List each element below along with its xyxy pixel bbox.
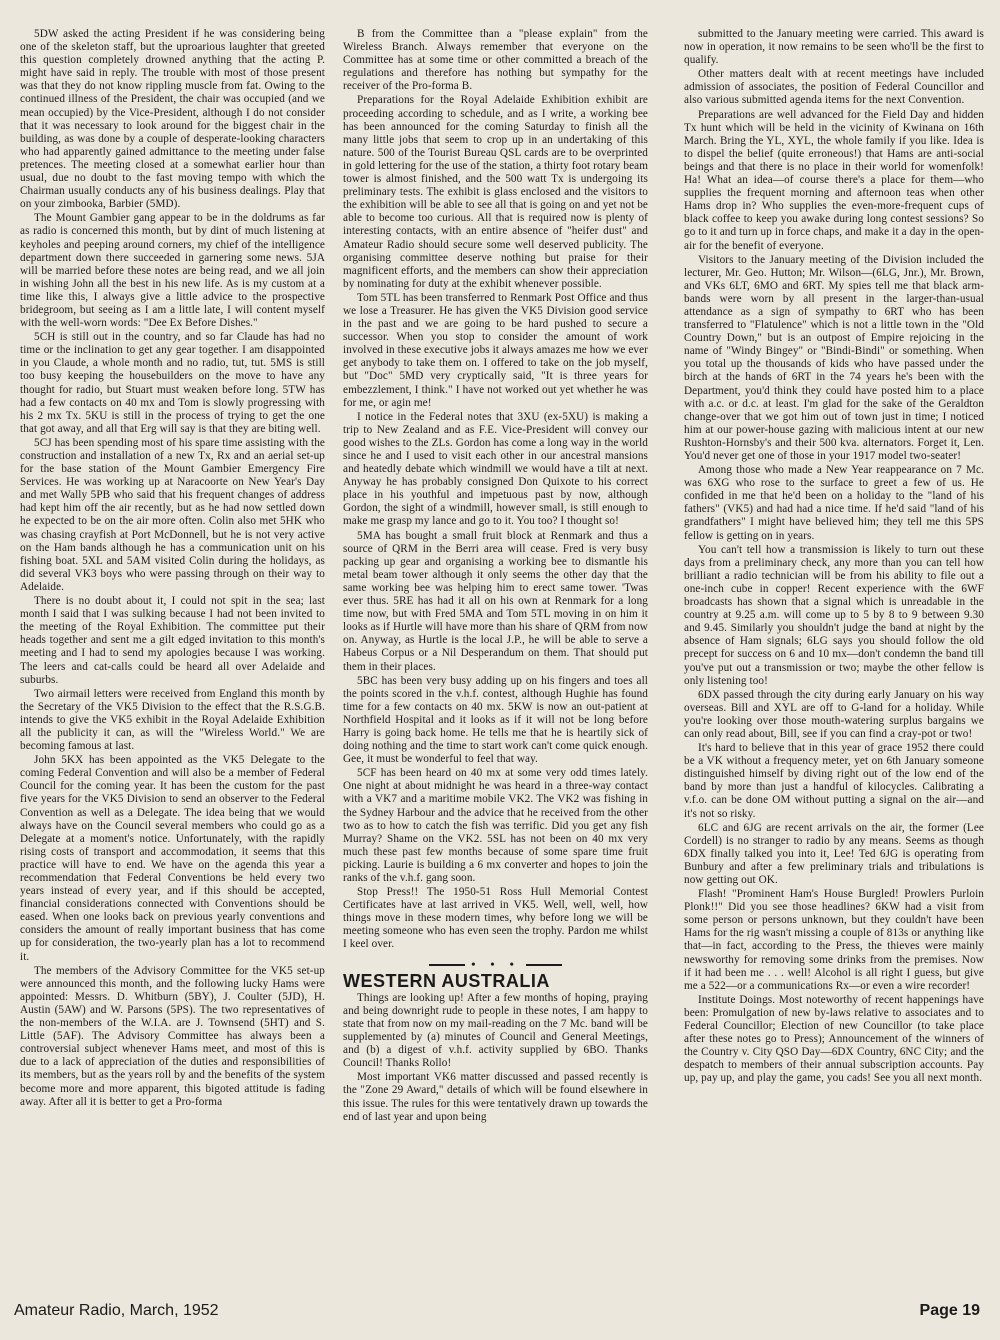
paragraph: Preparations are well advanced for the Field Day and hidden Tx hunt which will be held in the vicinity of Kwinana on 16th March. Bring the YL, XYL, the whole family if you like. Idea is to dispel the belief (quite erroneous!) that Hams are anti-social beings and that there is no place in their world for womenfolk! Ha! What an idea—of course there's a place for them—who supplies the frequent morning and afternoon teas when other Hams drop in? Who supplies the even-more-frequent cups of black coffee to keep you awake during long contest sessions? So go to it and turn up in force chaps, and make it a day in the open-air for the benefit of everyone. [684,108,984,252]
paragraph: 5CH is still out in the country, and so far Claude has had no time or the inclination to get any gear together. I am disappointed in you Claude, a whole month and no radio, tut, tut. 5MS is still too busy keeping the housebuilders on the move to have any thought for radio, but Stuart must weaken before long. 5TW has had a few contacts on 40 mx and Tom is slowly progressing with his 2 mx Tx. 5KU is still in the process of trying to get the one that got away, and all that Erg will say is that they are biting well. [20,331,325,435]
publication-info: Amateur Radio, March, 1952 [14,1302,219,1319]
paragraph: submitted to the January meeting were carried. This award is now in operation, it now remains to be seen who'll be the first to qualify. [684,28,984,67]
paragraph: 6LC and 6JG are recent arrivals on the air, the former (Lee Cordell) is no stranger to radio by any means. Seems as though 6DX finally talked you into it, Lee! Ted 6JG is operating from Bunbury and after a few preliminary trials and tribulations is now getting out OK. [684,821,984,886]
divider-rule [429,964,465,966]
paragraph: Stop Press!! The 1950-51 Ross Hull Memorial Contest Certificates have at last arrived in VK5. Well, well, well, how things move in these modern times, why before long we will be meeting someone who has even seen the trophy. Pardon me whilst I keel over. [343,886,648,951]
paragraph: There is no doubt about it, I could not spit in the sea; last month I said that I was sulking because I had not been invited to the meeting of the Royal Exhibition. The committee put their heads together and sent me a gilt edged invitation to this month's meeting and I had to send my apologies because I was working. The leers and cat-calls could be heard all over Adelaide and suburbs. [20,595,325,686]
paragraph: 6DX passed through the city during early January on his way overseas. Bill and XYL are off to G-land for a holiday. While you're looking over those mouth-watering surplus bargains we can only read about, Bill, see if you can find a cray-pot or two! [684,688,984,740]
paragraph: 5BC has been very busy adding up on his fingers and toes all the points scored in the v.h.f. contest, although Hughie has found time for a few contacts on 40 mx. 5KW is now an out-patient at Northfield Hospital and it looks as if it will not be long before Harry is going back home. He tells me that he is heartily sick of doing nothing and the time to start work can't come quick enough. Gee, it must be wonderful to feel that way. [343,674,648,766]
paragraph: Institute Doings. Most noteworthy of recent happenings have been: Promulgation of new by-laws relative to associates and to Federal Councillor; Election of new Councillor (to take place after these notes go to Press); Announcement of the winners of the Country v. City QSO Day—6DX Country, 6NC City; and the despatch to members of their annual subscription accounts. Pay up, pay up, and play the game, you cads! See you all next month. [684,993,984,1085]
paragraph: It's hard to believe that in this year of grace 1952 there could be a VK without a frequency meter, yet on 6th January someone distinguished himself by diving right out of the low end of the band by more than just a handful of kilocycles. Calibrating a v.f.o. can be done OM without putting a signal on the air—and it's not so risky. [684,742,984,820]
divider-rule [526,964,562,966]
paragraph: Among those who made a New Year reappearance on 7 Mc. was 6XG who rose to the surface to greet a few of us. He confided in me that he'd been on a holiday to the "land of his fathers" (VK5) and had had a nice time. If he'd said "land of his grandfathers" I might have believed him; they tell me this 5PS fellow is getting on in years. [684,464,984,542]
paragraph: You can't tell how a transmission is likely to turn out these days from a preliminary check, any more than you can tell how brilliant a radio technician will be from his ability to file out a one-inch cube in copper! Recent experience with the 6WF broadcasts has shown that a signal which is unreadable in the country at 9.25 a.m. will come up to 5 by 8 to 9 between 9.30 and 9.45. Similarly you shouldn't judge the band at night by the absence of Ham signals; 6LG says you should follow the old precept for success on 6 and 10 mx—don't condemn the band till you've put out a transmission or two; maybe the other fellow is only listening too! [684,543,984,687]
paragraph: I notice in the Federal notes that 3XU (ex-5XU) is making a trip to New Zealand and as F.E. Vice-President will convey our good wishes to the ZLs. Gordon has come a long way in the world since he and I used to visit each other in our ancestral mansions and heatedly debate which windmill we would have a tilt at next. Anyway he has probably consigned Don Quixote to his correct place in his youthful and impetuous past by now, although Gordon, the sight of a windmill, however small, is still enough to make me grasp my lance and go to it. You too? I thought so! [343,410,648,528]
divider-dots: • • • [471,956,520,971]
page-footer [14,1302,980,1330]
section-divider [343,958,648,971]
paragraph: John 5KX has been appointed as the VK5 Delegate to the coming Federal Convention and will also be a member of Federal Council for the coming year. It has been the custom for the past five years for the VK5 Division to send an observer to the Federal Convention as well as a Delegate. The idea being that we would always have on the Council several members who could go as a Delegate at a moment's notice. Unfortunately, with the rapidly rising costs of transport and accommodation, it seems that this practice will have to end. We have on the agenda this year a recommendation that Federal Conventions be held every two years instead of every year, and if this should be accepted, financial considerations connected with Conventions should be eased. When one looks back on previous yearly conventions and considers the amount of really important business that has come up for consideration, the two-yearly plan has a lot to recommend it. [20,754,325,963]
paragraph: Preparations for the Royal Adelaide Exhibition exhibit are proceeding according to schedule, and as I write, a working bee has been announced for the coming Saturday to finish all the many little jobs that seem to crop up in an undertaking of this nature. 500 of the Tourist Bureau QSL cards are to be overprinted in gold lettering for the use of the station, a thirty foot rotary beam tower is almost finished, and the 500 watt Tx is undergoing its preliminary tests. The exhibit is glass enclosed and the visitors to the exhibition will be able to see all that is going on and yet not be able to become too curious. All that is required now is plenty of interesting contacts, with an entire absence of "heifer dust" and Amateur Radio should secure some well deserved publicity. The organising committee deserve nothing but praise for their magnificent efforts, and the members can show their appreciation by nominating for duty at the exhibit whenever possible. [343,94,648,290]
column-2 [343,28,648,1293]
page-number: Page 19 [919,1302,980,1319]
paragraph: Other matters dealt with at recent meetings have included admission of associates, the position of Federal Councillor and also various submitted agenda items for the next Convention. [684,68,984,107]
paragraph: Things are looking up! After a few months of hoping, praying and being downright rude to people in these notes, I am happy to state that from now on my mail-reading on the 7 Mc. band will be supplemented by (a) minutes of Council and General Meetings, and (b) a digest of v.h.f. activity supplied by 6BO. Thanks Council! Thanks Rollo! [343,991,648,1070]
paragraph: The members of the Advisory Committee for the VK5 set-up were announced this month, and the following lucky Hams were appointed: Messrs. D. Whitburn (5BY), J. Coulter (5JD), H. Austin (5AW) and W. Parsons (5PS). The two representatives of the non-members of the W.I.A. are J. Townsend (5HT) and S. Little (5AF). The Advisory Committee has always been a controversial subject whenever Hams meet, and most of this is due to a lack of appreciation of the duties and responsibilities of its members, but as the years roll by and the benefits of the system become more and more apparent, this bigoted attitude is fading away. After all it is better to get a Pro-forma [20,964,325,1108]
column-3 [684,28,984,1293]
paragraph: Visitors to the January meeting of the Division included the lecturer, Mr. Geo. Hutton; Mr. Wilson—(6LG, Jnr.), Mr. Brown, and VKs 6LT, 6MO and 6RT. My spies tell me that black arm-bands were worn by all present in the larger-than-usual attendance as a sign of sympathy to 6RT who has been transferred to "Flatulence" which is not a little town in the "Old Country Down," but is an outpost of Empire rejoicing in the name of "Windy Bingey" or "Bindi-Bindi" or something. When you total up the thousands of kids who have passed under the birch at the hands of 6RT in the 74 years he's been with the Department, you'd think they could have posted him to a place with a.c. or d.c. at least. I'm glad for the sake of the Geraldton change-over that we got him out of town just in time; I noticed him at our power-house gazing with malicious intent at our new Rushton-Hornsby's and their 500 kva. alternators. Forget it, Len. You'd never get one of those in your 1917 model two-seater! [684,253,984,462]
column-1 [20,28,325,1293]
paragraph: B from the Committee than a "please explain" from the Wireless Branch. Always remember that everyone on the Committee has at some time or other committed a breach of the regulations and therefore has nothing but sympathy for the receiver of the Pro-forma B. [343,28,648,93]
paragraph: Tom 5TL has been transferred to Renmark Post Office and thus we lose a Treasurer. He has given the VK5 Division good service in the past and we are going to be hard pushed to secure a successor. When you stop to consider the amount of work involved in these executive jobs it always amazes me how we ever get anybody to take them on. I offered to take on the job myself, but "Doc" 5MD very cryptically said, "It is three years for embezzlement, I think." I have not worked out yet whether he was for me, or agin me! [343,291,648,409]
paragraph: 5DW asked the acting President if he was considering being one of the skeleton staff, but the uproarious laughter that greeted this question completely drowned anything that the acting P. might have said in reply. The trouble with most of those present was that they do not know rippling muscle from fat. Owing to the continued illness of the President, the chair was occupied (and we mean occupied) by the Vice-President, although I do not consider that it was necessary to look around for the biggest chair in the building, as was done by a couple of desperate-looking characters who had apparently gained admittance to the meeting under false pretences. The meeting closed at a somewhat earlier hour than usual, due no doubt to the fast moving tempo with which the Chairman usually conducts any of his business dealings. Play that on your zimbooka, Barbier (5MD). [20,28,325,211]
paragraph: 5CJ has been spending most of his spare time assisting with the construction and installation of a new Tx, Rx and an aerial set-up for the base station of the Mount Gambier Emergency Fire Services. He was working up at Naracoorte on New Year's Day and met Wally 5PB who said that his frequent changes of address had kept him off the air recently, but as he had now settled down he expected to be on the air more often. Colin also met 5HK who was chasing crayfish at Port McDonnell, but he is not very active on the Ham bands although he has a communication unit on his fishing boat. 5XL and 5AM visited Colin during the holidays, as did several VK3 boys who were passing through on their way to Adelaide. [20,436,325,593]
paragraph: Flash! "Prominent Ham's House Burgled! Prowlers Purloin Plonk!!" Did you see those headlines? 6KW had a visit from some person or persons unknown, but they couldn't have been Hams for the rig wasn't missing a couple of 813s or anything like that—in fact, according to the Press, the thieves were mainly newsworthy for removing some drinks from the premises. Now if it had been me . . . well! Alcohol is all right I guess, but give me a 522—or a communications Rx—or even a wire recorder! [684,888,984,992]
section-title: WESTERN AUSTRALIA [343,970,550,991]
paragraph: Most important VK6 matter discussed and passed recently is the "Zone 29 Award," details of which will be found elsewhere in this issue. The rules for this were tentatively drawn up towards the end of last year and upon being [343,1071,648,1123]
text-columns [0,28,1000,1293]
paragraph: 5MA has bought a small fruit block at Renmark and thus a source of QRM in the Berri area will cease. Fred is very busy packing up gear and organising a working bee to dismantle his metal beam tower although it only seems the other day that the same working bee was helping him to erect same tower. 'Twas ever thus. 5RE has had it all on his own at Renmark for a long time now, but with Fred 5MA and Tom 5TL moving in on him it looks as if Hurtle will have more than his share of QRM from now on. Anyway, as Hurtle is the local J.P., he will be able to serve a Habeus Corpus or a Nil Desperandum on them. That should put them in their places. [343,529,648,673]
paragraph: The Mount Gambier gang appear to be in the doldrums as far as radio is concerned this month, but by dint of much listening at keyholes and peeping around corners, my chief of the intelligence department down there succeeded in garnering some news. 5JA will be married before these notes are being read, and we all join in wishing John all the best in his new life. As is my custom at a time like this, I always give a little advice to the prospective bridegroom, but seeing as I am a little late, I will content myself with the well-worn words: "Dee Ex Before Dishes." [20,212,325,330]
paragraph: Two airmail letters were received from England this month by the Secretary of the VK5 Division to the effect that the R.S.G.B. intends to give the VK5 exhibit in the Royal Adelaide Exhibition all the publicity it can, as will the "Wireless World." We are becoming famous at last. [20,687,325,753]
paragraph: 5CF has been heard on 40 mx at some very odd times lately. One night at about midnight he was heard in a three-way contact with a VK7 and a maritime mobile VK2. The VK2 was fishing in the Sydney Harbour and the advice that he received from the other two as to how to catch the fish was terrific. Did you get any fish Murray? Shame on the VK2. 5SL has not been on 40 mx very much these past few months because of some spare time fruit picking. Laurie is building a 6 mx converter and hopes to join the ranks of the v.h.f. gang soon. [343,767,648,884]
